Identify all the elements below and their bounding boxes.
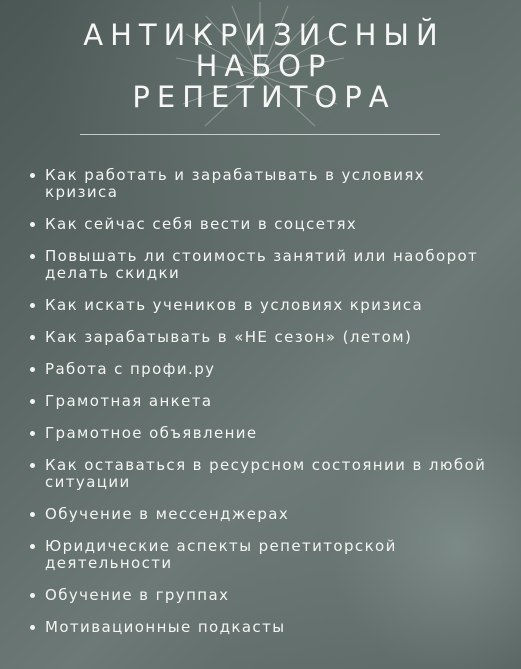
list-item-text: Обучение в мессенджерах [45, 505, 290, 523]
list-item-text: Как сейчас себя вести в соцсетях [45, 215, 358, 233]
bullet-icon [30, 303, 35, 308]
list-item [30, 538, 500, 572]
bullet-icon [30, 367, 35, 372]
bullet-icon [30, 544, 35, 549]
list-item-text: Как оставаться в ресурсном состоянии в любой ситуации [45, 456, 487, 491]
list-item [30, 361, 500, 378]
list-item-text: Мотивационные подкасты [45, 618, 286, 636]
list-item-text: Юридические аспекты репетиторской деятельности [45, 537, 397, 572]
bullet-icon [30, 222, 35, 227]
bullet-icon [30, 463, 35, 468]
bullet-icon [30, 625, 35, 630]
list-item-text: Грамотная анкета [45, 392, 213, 410]
list-item [30, 297, 500, 314]
bullet-icon [30, 399, 35, 404]
list-item-text: Как зарабатывать в «НЕ сезон» (летом) [45, 328, 413, 346]
bullet-icon [30, 512, 35, 517]
poster-title [0, 20, 521, 113]
list-item-text: Грамотное объявление [45, 424, 258, 442]
topics-list [30, 167, 500, 651]
list-item-text: Как искать учеников в условиях кризиса [45, 296, 424, 314]
list-item-text: Повышать ли стоимость занятий или наоборот делать скидки [45, 247, 479, 282]
bullet-icon [30, 431, 35, 436]
title-line-2: НАБОР [195, 49, 333, 83]
list-item [30, 216, 500, 233]
list-item [30, 248, 500, 282]
list-item-text: Обучение в группах [45, 586, 230, 604]
list-item [30, 167, 500, 201]
bullet-icon [30, 335, 35, 340]
title-line-1: АНТИКРИЗИСНЫЙ [83, 18, 445, 52]
list-item [30, 329, 500, 346]
list-item [30, 425, 500, 442]
bullet-icon [30, 593, 35, 598]
title-divider [80, 134, 440, 135]
list-item [30, 457, 500, 491]
list-item [30, 393, 500, 410]
list-item-text: Работа с профи.ру [45, 360, 216, 378]
list-item [30, 587, 500, 604]
title-line-3: РЕПЕТИТОРА [132, 80, 396, 114]
list-item [30, 619, 500, 636]
list-item [30, 506, 500, 523]
bullet-icon [30, 254, 35, 259]
list-item-text: Как работать и зарабатывать в условиях кризиса [45, 166, 426, 201]
bullet-icon [30, 173, 35, 178]
